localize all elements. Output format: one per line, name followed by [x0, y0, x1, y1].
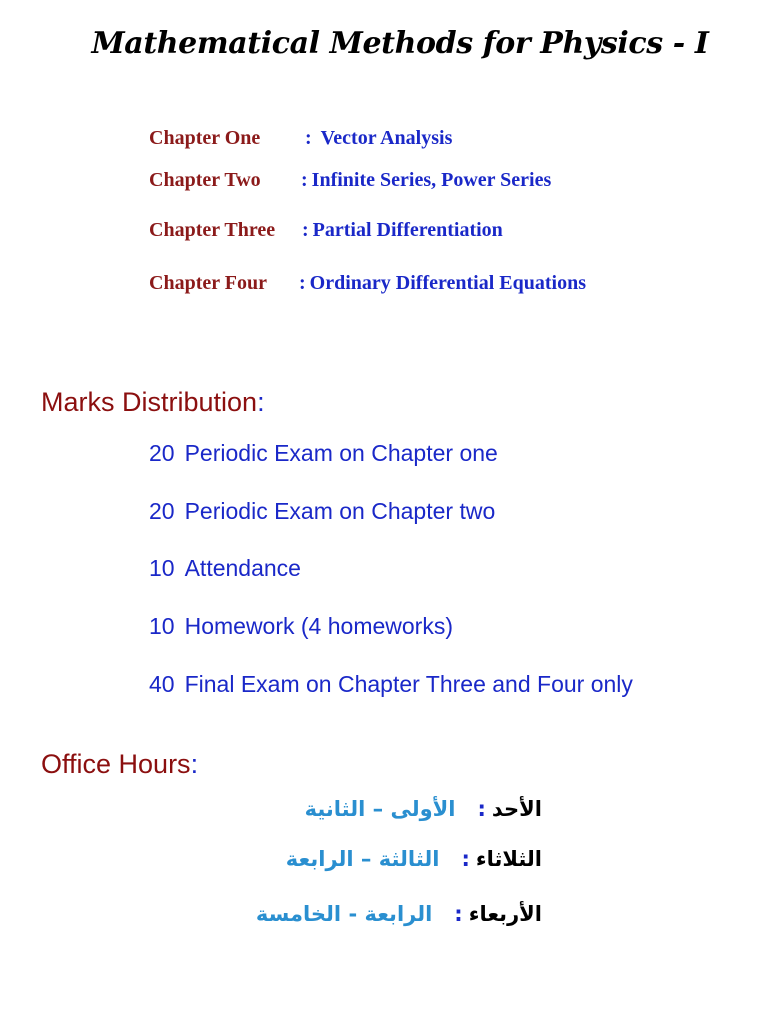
mark-text: Attendance — [184, 555, 301, 581]
office-hours-separator: : — [454, 902, 463, 926]
office-hours-day: الثلاثاء — [475, 847, 542, 871]
chapter-topic: Partial Differentiation — [312, 219, 503, 241]
mark-text: Final Exam on Chapter Three and Four only — [184, 671, 633, 697]
office-hours-day: الأحد — [491, 797, 542, 821]
chapter-topic: Vector Analysis — [320, 127, 453, 149]
chapter-separator: : — [299, 272, 306, 294]
mark-item — [149, 613, 453, 640]
chapter-row — [149, 219, 503, 242]
chapter-label: Chapter Three — [149, 219, 276, 241]
mark-points: 20 — [149, 498, 175, 524]
office-hours-separator: : — [461, 847, 470, 871]
chapter-label: Chapter One — [149, 127, 261, 149]
office-hours-row — [256, 902, 542, 926]
office-hours-slot: الأولى – الثانية — [304, 797, 456, 821]
marks-heading-colon: : — [257, 387, 265, 417]
chapter-label: Chapter Four — [149, 272, 267, 294]
chapter-topic: Infinite Series, Power Series — [311, 169, 552, 191]
mark-points: 40 — [149, 671, 175, 697]
office-hours-heading — [41, 749, 198, 780]
mark-text: Periodic Exam on Chapter two — [184, 498, 496, 524]
mark-points: 20 — [149, 440, 175, 466]
chapter-separator: : — [302, 219, 309, 241]
office-hours-slot: الرابعة - الخامسة — [255, 902, 433, 926]
chapter-row — [149, 272, 586, 295]
mark-item — [149, 440, 498, 467]
chapter-row — [149, 169, 551, 192]
mark-text: Homework (4 homeworks) — [184, 613, 453, 639]
office-hours-slot: الثالثة – الرابعة — [285, 847, 440, 871]
chapter-separator: : — [301, 169, 308, 191]
chapter-label: Chapter Two — [149, 169, 261, 191]
chapter-topic: Ordinary Differential Equations — [309, 272, 586, 294]
mark-points: 10 — [149, 555, 175, 581]
office-hours-separator: : — [477, 797, 486, 821]
mark-points: 10 — [149, 613, 175, 639]
office-hours-row — [305, 797, 542, 821]
office-hours-heading-text: Office Hours — [41, 749, 191, 779]
chapter-separator: : — [305, 127, 312, 149]
office-hours-row — [286, 847, 542, 871]
mark-text: Periodic Exam on Chapter one — [184, 440, 498, 466]
mark-item — [149, 555, 301, 582]
mark-item — [149, 498, 495, 525]
document-title: Mathematical Methods for Physics - I — [91, 26, 709, 61]
chapter-row — [149, 127, 452, 150]
office-hours-heading-colon: : — [190, 749, 199, 779]
marks-heading-text: Marks Distribution — [41, 387, 258, 417]
mark-item — [149, 671, 633, 698]
marks-heading — [41, 387, 265, 418]
office-hours-day: الأربعاء — [468, 902, 542, 926]
